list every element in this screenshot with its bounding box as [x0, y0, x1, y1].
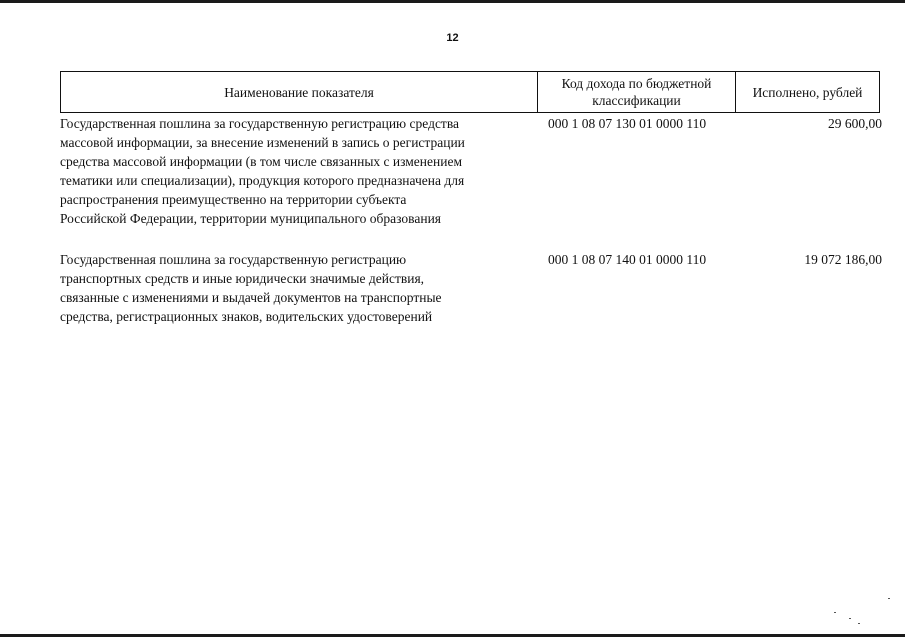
- table-header: [60, 71, 880, 113]
- header-revenue-code: Код дохода по бюджетной классификации: [538, 72, 736, 112]
- row-revenue-code: 000 1 08 07 140 01 0000 110: [548, 252, 707, 267]
- table-row: [60, 250, 882, 326]
- header-executed-amount: Исполнено, рублей: [752, 84, 863, 100]
- top-page-border: [0, 0, 905, 3]
- scan-speck: [834, 612, 836, 613]
- row-indicator-name: Государственная пошлина за государственную регистрацию транспортных средств и иные юридически значимые действия, связанные с изменениями и выдачей документов на транспортные средства, регистрационных знаков, водительских удостоверений: [60, 252, 442, 324]
- table-row: [60, 114, 882, 228]
- row-revenue-code: 000 1 08 07 130 01 0000 110: [548, 116, 707, 131]
- header-indicator-name: Наименование показателя: [61, 72, 538, 112]
- page-number: 12: [446, 32, 459, 44]
- scan-speck: [858, 623, 860, 624]
- row-indicator-name: Государственная пошлина за государственную регистрацию средства массовой информации, за внесение изменений в запись о регистрации средства массовой информации (в том числе связанных с изменением тематики или специализации), продукция которого предназначена для распространения преимущественно на территории субъекта Российской Федерации, территории муниципального образования: [60, 116, 465, 226]
- row-executed-amount: 29 600,00: [828, 116, 882, 131]
- row-executed-amount: 19 072 186,00: [804, 252, 882, 267]
- scan-speck: [888, 598, 890, 599]
- bottom-page-border: [0, 634, 905, 637]
- scan-speck: [849, 618, 851, 619]
